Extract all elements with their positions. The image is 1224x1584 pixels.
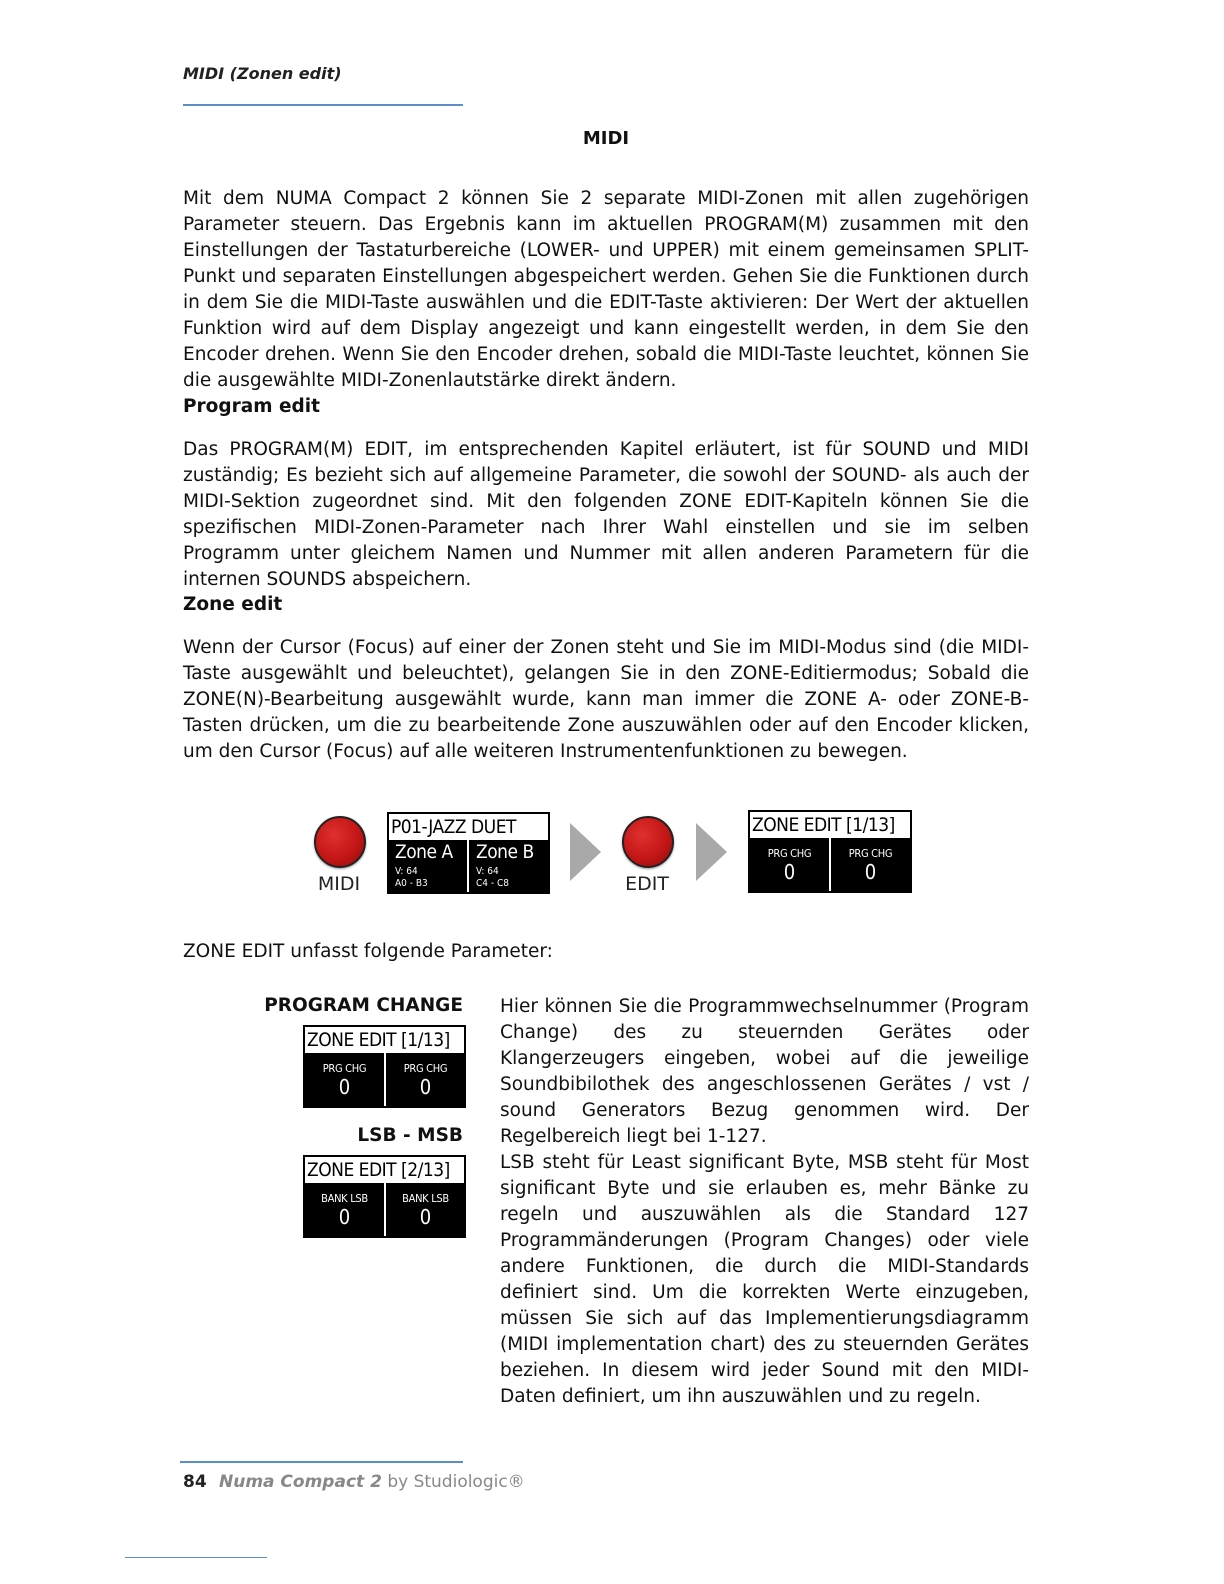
display-divider xyxy=(467,840,469,892)
left-param-caption: BANK LSB xyxy=(321,1192,368,1205)
bottom-rule xyxy=(125,1557,267,1558)
program-edit-heading: Program edit xyxy=(183,396,320,417)
zone-edit-paragraph: Wenn der Cursor (Focus) auf einer der Zonen steht und Sie im MIDI-Modus sind (die MIDI-Taste ausgewählt und beleuchtet), gelangen Sie in den ZONE-Editiermodus; Sobald die ZONE(N)-Bearbeitung ausgewählt wurde, kann man immer die ZONE A- oder ZONE-B-Tasten drücken, um die zu bearbeitende Zone auszuwählen oder auf den Encoder klicken, um den Cursor (Focus) auf alle weiteren Instrumentenfunktionen zu bewegen. xyxy=(183,637,1029,762)
left-param-value: 0 xyxy=(338,1205,351,1229)
edit-button-icon xyxy=(622,816,674,868)
left-param-value: 0 xyxy=(338,1075,351,1099)
right-param-caption: PRG CHG xyxy=(848,847,893,860)
right-param-value: 0 xyxy=(419,1075,432,1099)
zone-b-range: C4 - C8 xyxy=(476,878,509,889)
page-number: 84 xyxy=(183,1472,207,1492)
param-title-lsb-msb: LSB - MSB xyxy=(357,1125,463,1146)
zone-a-range: A0 - B3 xyxy=(395,878,428,889)
footer-by: by Studiologic® xyxy=(387,1472,525,1492)
section-title: MIDI xyxy=(582,128,630,149)
right-param-caption: PRG CHG xyxy=(403,1062,448,1075)
program-display-title: P01-JAZZ DUET xyxy=(389,814,548,840)
zone-a-volume: V: 64 xyxy=(395,866,418,877)
header-rule xyxy=(183,104,463,106)
program-edit-paragraph: Das PROGRAM(M) EDIT, im entsprechenden Kapitel erläutert, ist für SOUND und MIDI zuständig; Es bezieht sich auf allgemeine Parameter, die sowohl der SOUND- als auch der MIDI-Sektion zugeordnet sind. Mit den folgenden ZONE EDIT-Kapiteln können Sie die spezifischen MIDI-Zonen-Parameter nach Ihrer Wahl einstellen und sie im selben Programm unter gleichem Namen und Nummer mit allen anderen Parametern für die internen SOUNDS abspeichern. xyxy=(183,439,1029,590)
zone-edit-heading: Zone edit xyxy=(183,594,283,615)
zone-a-name: Zone A xyxy=(395,841,453,863)
param-title-program-change: PROGRAM CHANGE xyxy=(264,995,463,1016)
arrow-right-icon xyxy=(570,823,601,881)
right-param-value: 0 xyxy=(864,860,877,884)
zone-edit-display xyxy=(748,810,912,893)
left-param-caption: PRG CHG xyxy=(322,1062,367,1075)
program-display xyxy=(387,812,550,894)
left-param-caption: PRG CHG xyxy=(767,847,812,860)
left-param-value: 0 xyxy=(783,860,796,884)
footer-brand xyxy=(219,1472,525,1492)
right-param-caption: BANK LSB xyxy=(402,1192,449,1205)
zone-edit-display-title: ZONE EDIT [1/13] xyxy=(750,812,910,838)
lsb-msb-description: LSB steht für Least significant Byte, MSB steht für Most significant Byte und sie erlauben es, mehr Bänke zu regeln und auszuwählen als die Standard 127 Programmänderungen (Program Changes) oder viele andere Funktionen, die durch die MIDI-Standards definiert sind. Um die korrekten Werte einzugeben, müssen Sie sich auf das Implementierungsdiagramm (MIDI implementation chart) des zu steuernden Gerätes beziehen. In diesem wird jeder Sound mit den MIDI-Daten definiert, um ihn auszuwählen und zu regeln. xyxy=(500,1152,1029,1407)
lsb-msb-display-title: ZONE EDIT [2/13] xyxy=(305,1157,464,1183)
running-header: MIDI (Zonen edit) xyxy=(183,64,342,83)
program-change-display-title: ZONE EDIT [1/13] xyxy=(305,1027,464,1053)
midi-button-icon xyxy=(314,816,366,868)
footer-product: Numa Compact 2 xyxy=(219,1472,382,1492)
intro-paragraph: Mit dem NUMA Compact 2 können Sie 2 separate MIDI-Zonen mit allen zugehörigen Parameter steuern. Das Ergebnis kann im aktuellen PROGRAM(M) zusammen mit den Einstellungen der Tastaturbereiche (LOWER- und UPPER) mit einem gemeinsamen SPLIT-Punkt und separaten Einstellungen abgespeichert werden. Gehen Sie die Funktionen durch in dem Sie die MIDI-Taste auswählen und die EDIT-Taste aktivieren: Der Wert der aktuellen Funktion wird auf dem Display angezeigt und kann eingestellt werden, in dem Sie den Encoder drehen. Wenn Sie den Encoder drehen, sobald die MIDI-Taste leuchtet, können Sie die ausgewählte MIDI-Zonenlautstärke direkt ändern. xyxy=(183,188,1029,391)
program-change-display xyxy=(303,1025,466,1108)
lsb-msb-display xyxy=(303,1155,466,1238)
params-intro: ZONE EDIT unfasst folgende Parameter: xyxy=(183,941,553,962)
midi-button-label: MIDI xyxy=(317,873,361,895)
arrow-right-icon xyxy=(696,823,727,881)
program-change-description: Hier können Sie die Programmwechselnummer (Program Change) des zu steuernden Gerätes oder Klangerzeugers eingeben, wobei auf die jeweilige Soundbibilothek des angeschlossenen Gerätes / vst / sound Generators Bezug genommen wird. Der Regelbereich liegt bei 1-127. xyxy=(500,996,1029,1147)
zone-b-name: Zone B xyxy=(476,841,534,863)
right-param-value: 0 xyxy=(419,1205,432,1229)
footer-rule xyxy=(180,1461,463,1463)
zone-b-volume: V: 64 xyxy=(476,866,499,877)
edit-button-label: EDIT xyxy=(625,873,669,895)
